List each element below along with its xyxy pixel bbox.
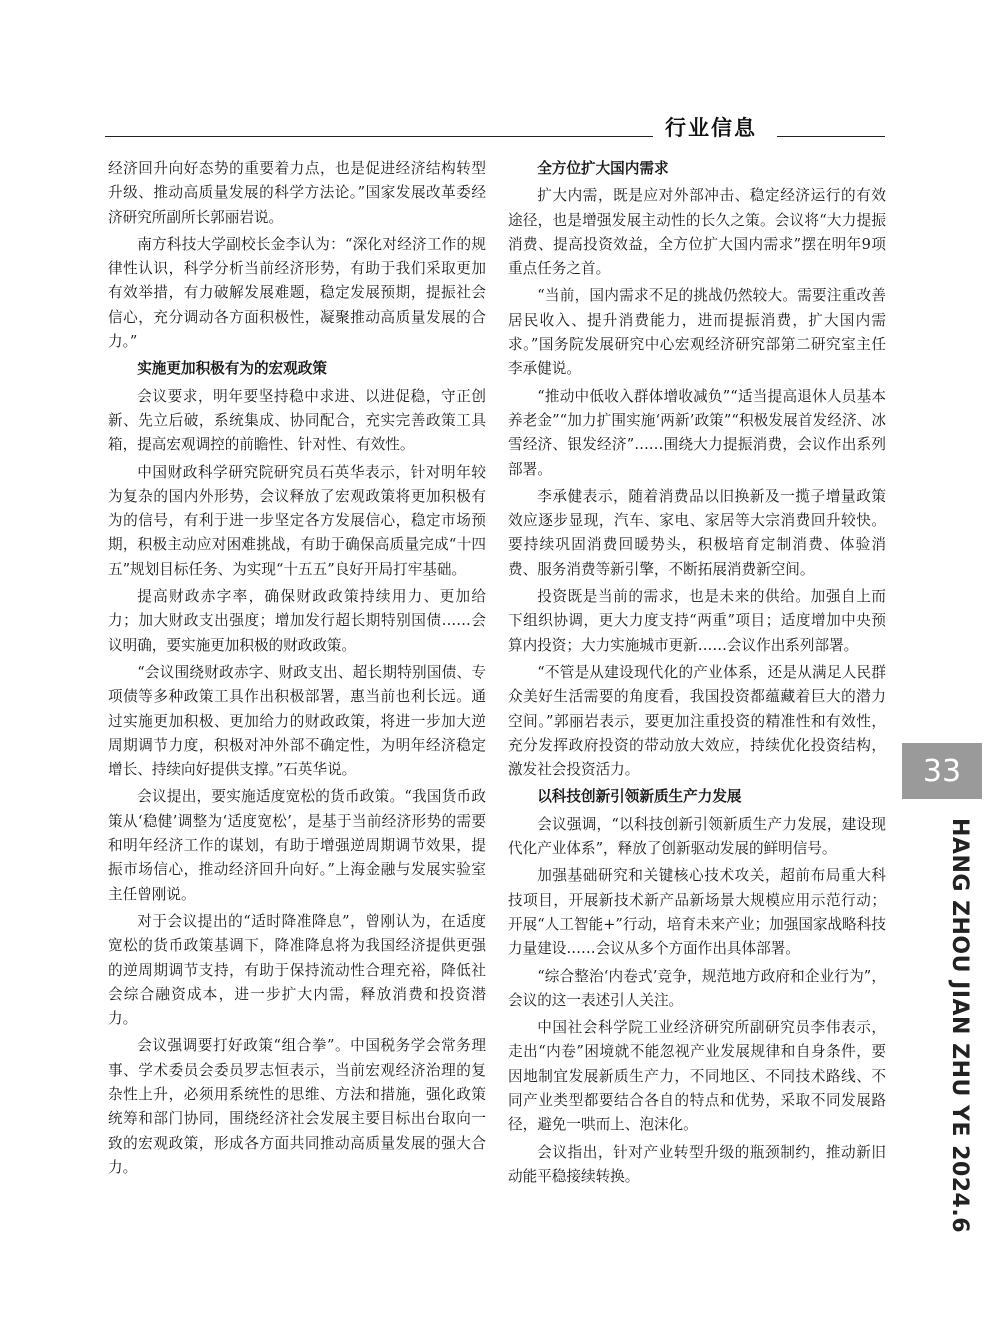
left-column <box>108 157 486 1183</box>
paragraph: 投资既是当前的需求，也是未来的供给。加强自上而下组织协调，更大力度支持“两重”项目；适度增加中央预算内投资；大力实施城市更新……会议作出系列部署。 <box>508 588 886 654</box>
paragraph: “不管是从建设现代化的产业体系，还是从满足人民群众美好生活需要的角度看，我国投资都蕴藏着巨大的潜力空间。”郭丽岩表示，要更加注重投资的精准性和有效性，充分发挥政府投资的带动放大效应，持续优化投资结构，激发社会投资活力。 <box>508 663 886 779</box>
paragraph: 李承健表示，随着消费品以旧换新及一揽子增量政策效应逐步显现，汽车、家电、家居等大宗消费回升较快。要持续巩固消费回暖势头，积极培育定制消费、体验消费、服务消费等新引擎，不断拓展消费新空间。 <box>508 487 886 578</box>
paragraph: 会议强调，“以科技创新引领新质生产力发展，建设现代化产业体系”，释放了创新驱动发展的鲜明信号。 <box>508 815 886 858</box>
paragraph: 会议强调要打好政策“组合拳”。中国税务学会常务理事、学术委员会委员罗志恒表示，当前宏观经济治理的复杂性上升，必须用系统性的思维、方法和措施，强化政策统筹和部门协同，围绕经济社会发展主要目标出台取向一致的宏观政策，形成各方面共同推动高质量发展的强大合力。 <box>108 1037 486 1176</box>
header-rule-right <box>777 136 885 137</box>
paragraph: 提高财政赤字率，确保财政政策持续用力、更加给力；加大财政支出强度；增加发行超长期特别国债……会议明确，要实施更加积极的财政政策。 <box>108 588 486 654</box>
section-title: 行业信息 <box>665 116 757 140</box>
paragraph: 中国社会科学院工业经济研究所副研究员李伟表示，走出“内卷”困境就不能忽视产业发展规律和自身条件，要因地制宜发展新质生产力，不同地区、不同技术路线、不同产业类型都要结合各自的特点和优势，采取不同发展路径，避免一哄而上、泡沫化。 <box>508 1019 886 1134</box>
section-heading: 以科技创新引领新质生产力发展 <box>537 788 742 806</box>
paragraph: “综合整治‘内卷式’竞争，规范地方政府和企业行为”，会议的这一表述引人关注。 <box>508 967 886 1009</box>
page-number-tab <box>902 743 982 799</box>
paragraph: 对于会议提出的“适时降准降息”，曾刚认为，在适度宽松的货币政策基调下，降准降息将为我国经济提供更强的逆周期调节支持，有助于保持流动性合理充裕，降低社会综合融资成本，进一步扩大内需，释放消费和投资潜力。 <box>108 912 486 1028</box>
section-heading: 全方位扩大国内需求 <box>537 160 669 177</box>
paragraph: “推动中低收入群体增收减负”“适当提高退休人员基本养老金”“加力扩围实施‘两新’政策”“积极发展首发经济、冰雪经济、银发经济”……围绕大力提振消费，会议作出系列部署。 <box>508 387 886 478</box>
paragraph: “会议围绕财政赤字、财政支出、超长期特别国债、专项债等多种政策工具作出积极部署，惠当前也利长远。通过实施更加积极、更加给力的财政政策，将进一步加大逆周期调节力度，积极对冲外部不确定性，为明年经济稳定增长、持续向好提供支撑。”石英华说。 <box>108 663 486 779</box>
paragraph: 会议提出，要实施适度宽松的货币政策。“我国货币政策从‘稳健’调整为‘适度宽松’，是基于当前经济形势的需要和明年经济工作的谋划，有助于增强逆周期调节效果，提振市场信心，推动经济回升向好。”上海金融与发展实验室主任曾刚说。 <box>108 788 486 903</box>
paragraph: “当前，国内需求不足的挑战仍然较大。需要注重改善居民收入、提升消费能力，进而提振消费，扩大国内需求。”国务院发展研究中心宏观经济研究部第二研究室主任李承健说。 <box>508 287 886 378</box>
right-column <box>508 157 886 1192</box>
journal-label: HANG ZHOU JIAN ZHU YE 2024.6 <box>947 818 972 1234</box>
paragraph: 经济回升向好态势的重要着力点，也是促进经济结构转型升级、推动高质量发展的科学方法论。”国家发展改革委经济研究所副所长郭丽岩说。 <box>108 160 486 226</box>
paragraph: 扩大内需，既是应对外部冲击、稳定经济运行的有效途径，也是增强发展主动性的长久之策。会议将“大力提振消费、提高投资效益，全方位扩大国内需求”摆在明年9项重点任务之首。 <box>508 187 886 278</box>
paragraph: 南方科技大学副校长金李认为：“深化对经济工作的规律性认识，科学分析当前经济形势，有助于我们采取更加有效举措，有力破解发展难题，稳定发展预期，提振社会信心，充分调动各方面积极性，凝聚推动高质量发展的合力。” <box>108 235 486 351</box>
section-heading: 实施更加积极有为的宏观政策 <box>137 360 327 378</box>
paragraph: 中国财政科学研究院研究员石英华表示，针对明年较为复杂的国内外形势，会议释放了宏观政策将更加积极有为的信号，有利于进一步坚定各方发展信心，稳定市场预期，积极主动应对困难挑战，有助于确保高质量完成“十四五”规划目标任务、为实现“十五五”良好开局打牢基础。 <box>108 463 486 578</box>
header-rule-left <box>105 136 653 137</box>
page-header <box>105 112 885 148</box>
paragraph: 会议指出，针对产业转型升级的瓶颈制约，推动新旧动能平稳接续转换。 <box>508 1143 886 1185</box>
paragraph: 会议要求，明年要坚持稳中求进、以进促稳，守正创新、先立后破，系统集成、协同配合，充实完善政策工具箱，提高宏观调控的前瞻性、针对性、有效性。 <box>108 387 486 454</box>
page-number: 33 <box>922 753 962 789</box>
paragraph: 加强基础研究和关键核心技术攻关，超前布局重大科技项目，开展新技术新产品新场景大规模应用示范行动；开展“人工智能+”行动，培育未来产业；加强国家战略科技力量建设……会议从多个方面作出具体部署。 <box>508 867 886 958</box>
